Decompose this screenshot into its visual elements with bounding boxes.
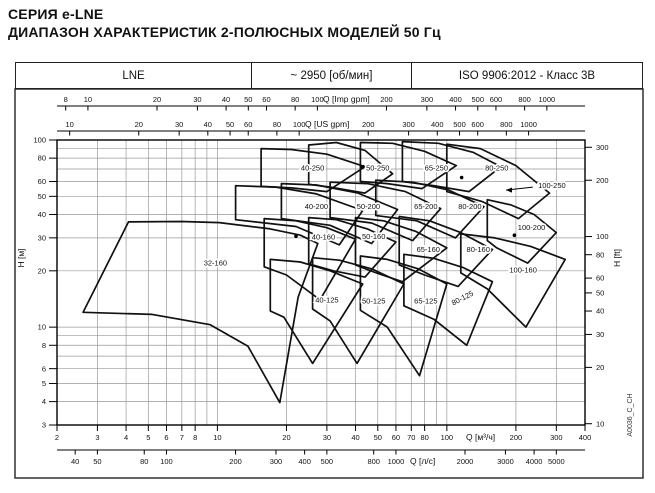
tick-label: 50 (93, 457, 102, 466)
tick-label: 8 (41, 340, 46, 350)
tick-label: 1000 (538, 95, 556, 104)
spec-model: LNE (16, 63, 252, 88)
doc-ref: A0036_C_CH (627, 393, 634, 437)
tick-label: 200 (509, 433, 523, 442)
tick-label: 8 (63, 95, 68, 104)
axis-label: Q [US gpm] (305, 119, 350, 129)
envelope-label-80-160: 80-160 (466, 244, 490, 254)
envelope-label-100-250: 100-250 (538, 181, 566, 191)
tick-label: 60 (37, 177, 46, 187)
spec-speed: ~ 2950 [об/мин] (252, 63, 412, 88)
tick-label: 300 (402, 120, 415, 129)
envelope-label-100-200: 100-200 (517, 223, 546, 233)
envelope-label-40-160: 40-160 (311, 232, 336, 242)
tick-label: 80 (140, 457, 149, 466)
envelope-label-50-160: 50-160 (362, 232, 386, 242)
tick-label: 50 (225, 120, 235, 129)
tick-label: 50 (373, 433, 382, 442)
series-title: СЕРИЯ e-LNE (8, 6, 104, 22)
tick-label: 7 (179, 433, 184, 442)
axis-label-q-m3h: Q [м³/ч] (466, 432, 496, 442)
tick-label: 40 (221, 95, 231, 104)
envelope-label-65-200: 65-200 (414, 202, 438, 212)
boundary-marker (294, 234, 298, 238)
tick-label: 6 (164, 433, 169, 442)
tick-label: 600 (471, 120, 484, 129)
tick-label: 300 (550, 433, 563, 442)
tick-label: 300 (596, 142, 609, 152)
tick-label: 200 (229, 457, 242, 466)
tick-label: 50 (244, 95, 253, 104)
tick-label: 100 (596, 232, 609, 242)
boundary-marker (460, 176, 464, 180)
tick-label: 2000 (456, 457, 474, 466)
tick-label: 40 (37, 210, 46, 220)
envelope-label-50-125: 50-125 (362, 296, 386, 306)
tick-label: 10 (83, 95, 93, 104)
tick-label: 30 (193, 95, 202, 104)
envelope-label-40-200: 40-200 (304, 202, 329, 212)
tick-label: 10 (596, 419, 605, 429)
tick-label: 30 (174, 120, 184, 129)
page-title (8, 5, 441, 41)
tick-label: 10 (213, 433, 222, 442)
tick-label: 500 (453, 120, 466, 129)
tick-label: 4000 (525, 457, 543, 466)
chart-title: ДИАПАЗОН ХАРАКТЕРИСТИК 2-ПОЛЮСНЫХ МОДЕЛЕЙ 50 Гц (8, 24, 441, 40)
tick-label: 100 (440, 433, 454, 442)
tick-label: 50 (596, 288, 605, 298)
tick-label: 80 (290, 95, 300, 104)
envelope-label-80-200: 80-200 (458, 202, 482, 212)
tick-label: 5 (146, 433, 151, 442)
envelope-label-65-250: 65-250 (424, 163, 449, 173)
boundary-marker (513, 233, 517, 237)
tick-label: 500 (320, 457, 334, 466)
tick-label: 40 (596, 306, 605, 316)
envelope-label-40-250: 40-250 (300, 163, 325, 173)
tick-label: 5000 (547, 457, 565, 466)
tick-label: 30 (37, 233, 46, 243)
tick-label: 800 (500, 120, 513, 129)
tick-label: 1000 (387, 457, 405, 466)
tick-label: 3 (95, 433, 100, 442)
tick-label: 100 (311, 95, 324, 104)
tick-label: 200 (596, 175, 609, 185)
envelope-label-80-125: 80-125 (450, 288, 475, 308)
tick-label: 20 (282, 433, 291, 442)
tick-label: 20 (596, 362, 605, 372)
tick-label: 400 (449, 95, 462, 104)
envelope-label-65-125: 65-125 (414, 296, 438, 306)
spec-standard: ISO 9906:2012 - Класс 3В (458, 69, 596, 82)
tick-label: 8 (193, 433, 198, 442)
tick-label: 20 (152, 95, 162, 104)
tick-label: 600 (489, 95, 503, 104)
tick-label: 1000 (520, 120, 537, 129)
tick-label: 20 (37, 266, 46, 276)
tick-label: 30 (322, 433, 332, 442)
axis-label: Q [Imp gpm] (323, 94, 370, 104)
tick-label: 60 (262, 95, 271, 104)
tick-label: 5 (41, 379, 46, 389)
tick-label: 40 (70, 457, 80, 466)
tick-label: 80 (596, 250, 605, 260)
tick-label: 3000 (497, 457, 514, 466)
tick-label: 800 (367, 457, 380, 466)
tick-label: 60 (391, 433, 401, 442)
tick-label: 3 (41, 420, 46, 430)
tick-label: 50 (37, 191, 46, 201)
tick-label: 20 (134, 120, 143, 129)
tick-label: 40 (351, 433, 360, 442)
tick-label: 4 (41, 397, 46, 407)
envelope-label-80-250: 80-250 (485, 163, 509, 173)
tick-label: 80 (272, 120, 282, 129)
envelope-label-40-125: 40-125 (315, 295, 339, 305)
envelope-label-50-200: 50-200 (356, 202, 381, 212)
tick-label: 70 (407, 433, 416, 442)
tick-label: 60 (596, 273, 605, 283)
tick-label: 80 (420, 433, 429, 442)
tick-label: 100 (160, 457, 173, 466)
tick-label: 500 (471, 95, 485, 104)
tick-label: 300 (420, 95, 434, 104)
tick-label: 10 (37, 322, 46, 332)
tick-label: 400 (431, 120, 444, 129)
boundary-marker (361, 165, 365, 169)
tick-label: 200 (380, 95, 393, 104)
tick-label: 100 (292, 120, 306, 129)
tick-label: 2 (54, 433, 60, 442)
tick-label: 4 (123, 433, 129, 442)
envelope-label-32-160: 32-160 (203, 258, 228, 268)
tick-label: 400 (578, 433, 592, 442)
tick-label: 100 (33, 135, 46, 145)
envelope-label-65-160: 65-160 (416, 244, 440, 254)
axis-label-h-m: H [м] (16, 248, 26, 268)
envelope-label-50-250: 50-250 (366, 163, 390, 173)
tick-label: 40 (203, 120, 212, 129)
envelope-label-100-160: 100-160 (509, 265, 537, 275)
spec-table (15, 62, 643, 89)
tick-label: 6 (41, 364, 46, 374)
tick-label: 30 (596, 330, 605, 340)
tick-label: 10 (65, 120, 74, 129)
tick-label: 60 (244, 120, 253, 129)
tick-label: 400 (298, 457, 311, 466)
tick-label: 200 (361, 120, 375, 129)
axis-label: Q [л/с] (410, 456, 436, 466)
tick-label: 800 (518, 95, 531, 104)
tick-label: 80 (37, 153, 46, 163)
axis-label-h-ft: H [ft] (612, 249, 622, 267)
tick-label: 300 (269, 457, 283, 466)
